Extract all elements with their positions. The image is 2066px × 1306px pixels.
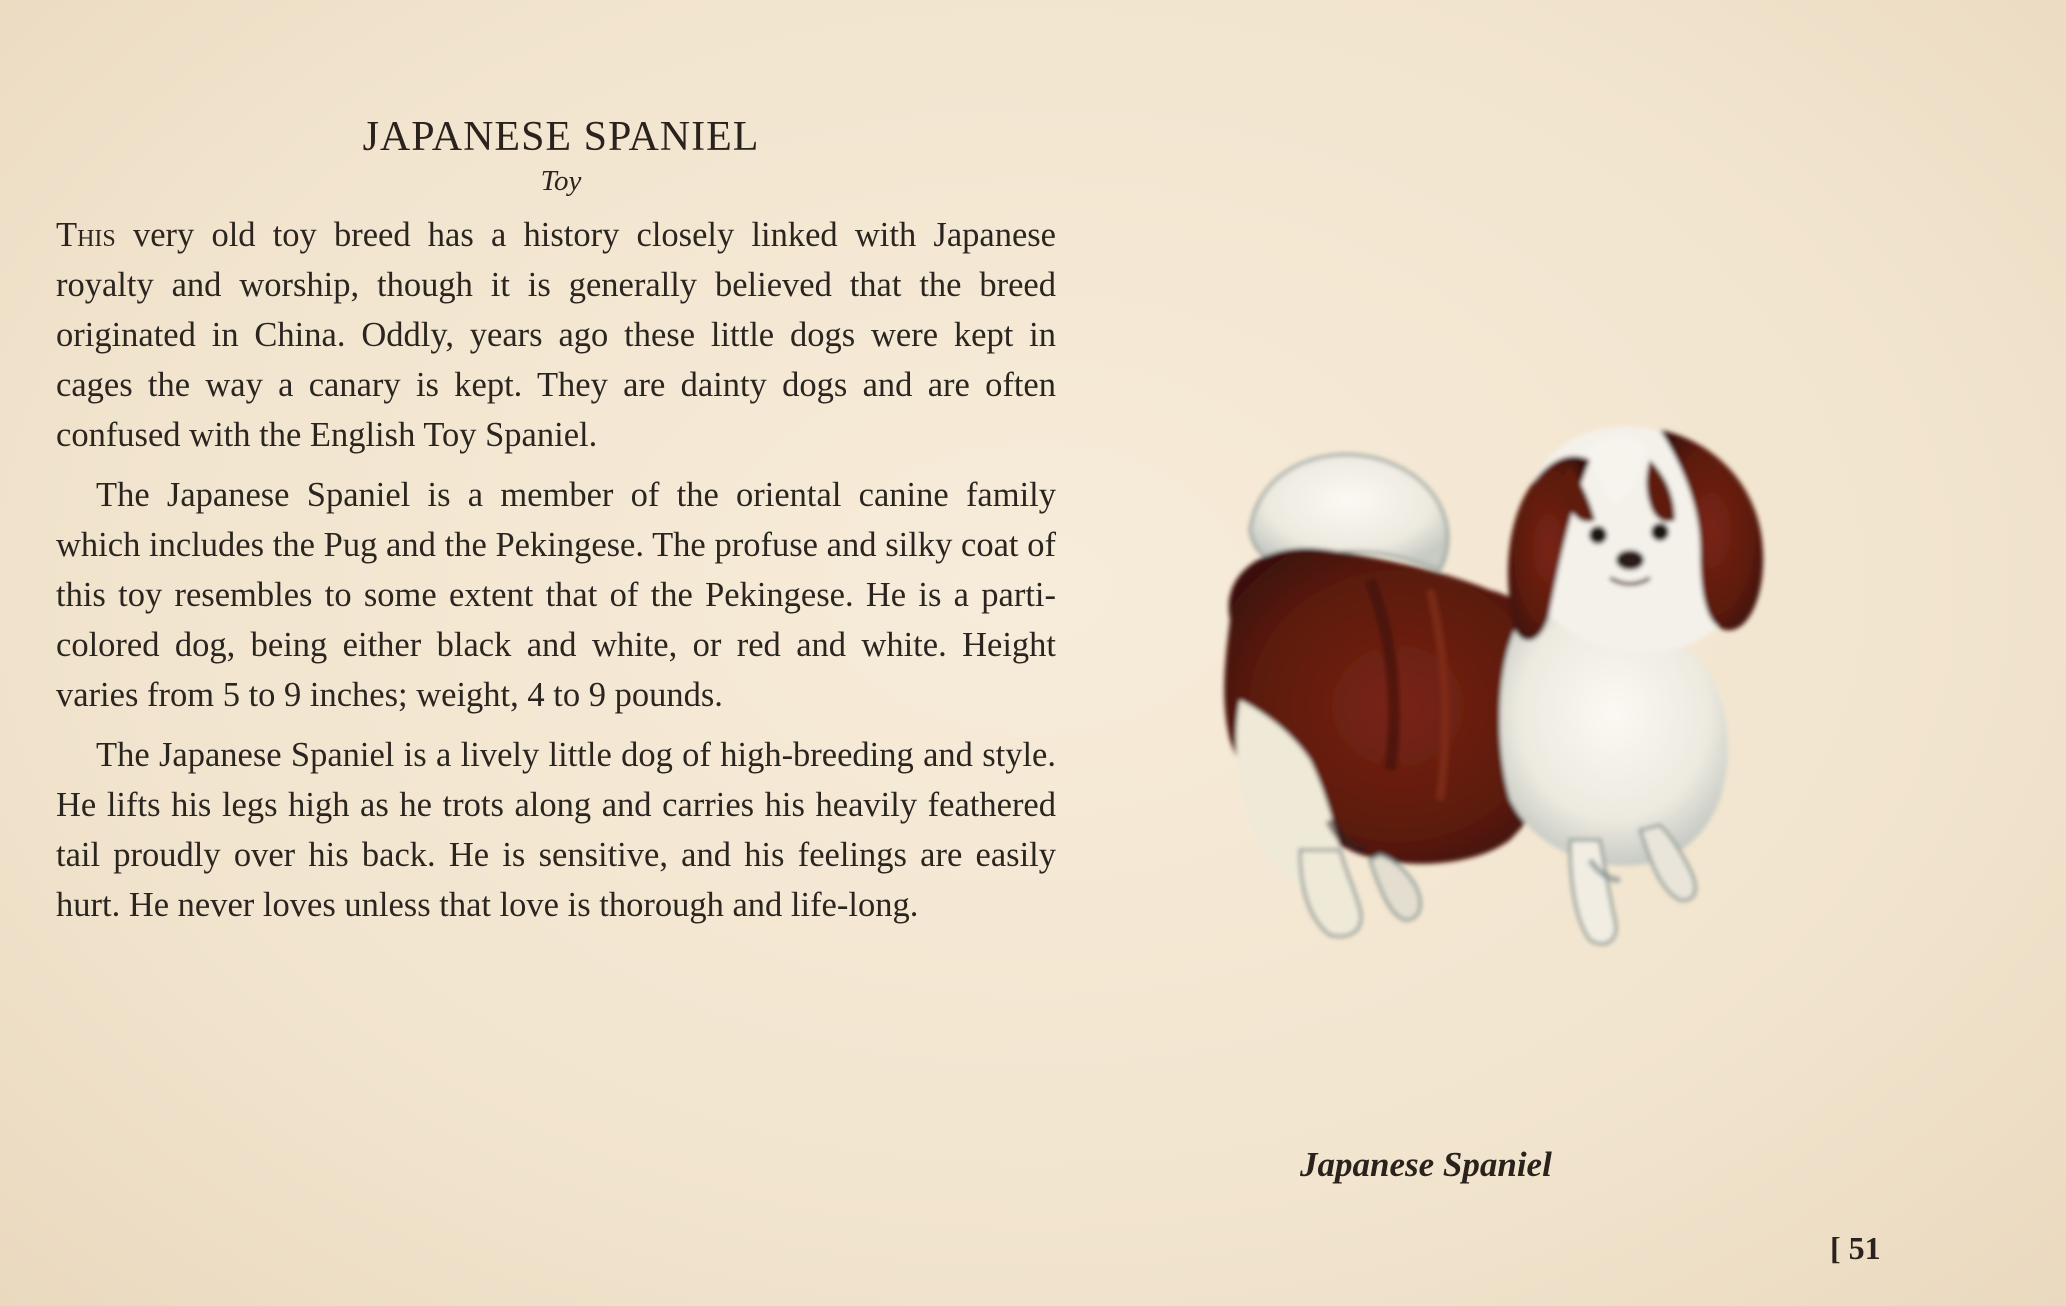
page-number: [ 51 <box>1830 1230 1881 1266</box>
illustration-caption: Japanese Spaniel <box>1300 1145 1552 1184</box>
paragraph-3: The Japanese Spaniel is a lively little dog of high-breeding and style. He lifts his legs high as he trots along and carries his heavily feathered tail proudly over his back. He is sensitive, and his feelings are easily hurt. He never loves unless that love is thorough and life-long. <box>56 736 1056 924</box>
page-title: JAPANESE SPANIEL <box>362 114 760 160</box>
dog-illustration-icon <box>1190 420 1910 1020</box>
breed-group: Toy <box>540 165 582 197</box>
paragraph-1-text: very old toy breed has a history closely linked with Japanese royalty and worship, though it is generally believed that the breed originated in China. Oddly, years ago these little dogs were kept in cages the way a canary is kept. They are dainty dogs and are often confused with the English Toy Spaniel. <box>56 216 1056 454</box>
paragraph-1-lead: This <box>56 216 116 254</box>
paragraph-2: The Japanese Spaniel is a member of the oriental canine family which includes the Pug and the Pekingese. The profuse and silky coat of this toy resembles to some extent that of the Pekingese. He is a parti-colored dog, being either black and white, or red and white. Height varies from 5 to 9 inches; weight, 4 to 9 pounds. <box>56 476 1056 714</box>
text-column <box>56 112 1056 940</box>
paragraph-1 <box>56 210 1056 460</box>
